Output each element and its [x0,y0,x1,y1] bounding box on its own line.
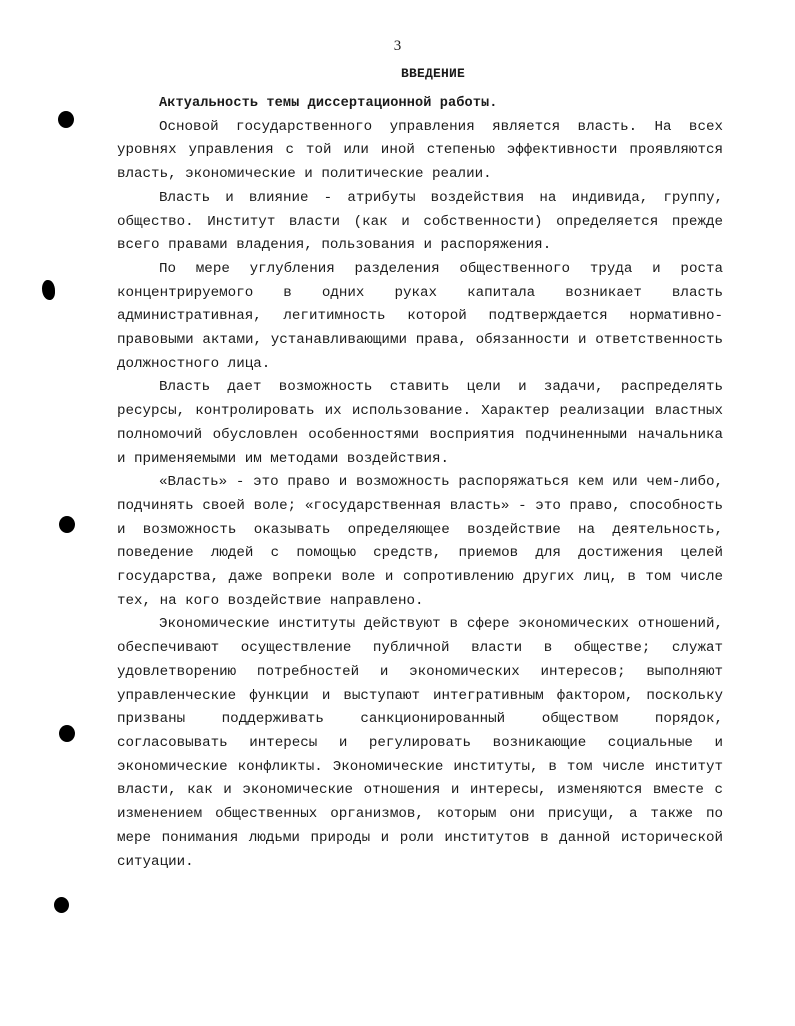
paragraph-3: По мере углубления разделения общественного труда и роста концентрируемого в одних руках капитала возникает власть административная, легитимность которой подтверждается нормативно-правовыми актами, устанавливающими права, обязанности и ответственность должностного лица. [117,260,723,372]
paragraph-1: Основой государственного управления является власть. На всех уровнях управления с той или иной степенью эффективности проявляются власть, экономические и политические реалии. [117,118,723,183]
subheading: Актуальность темы диссертационной работы. [159,96,498,111]
page-number: 3 [393,38,402,54]
paragraph-5: «Власть» - это право и возможность распоряжаться кем или чем-либо, подчинять своей воле; «государственная власть» - это право, способность и возможность оказывать определяющее воздействие на деятельность, поведение людей с помощью средств, приемов для достижения целей государства, даже вопреки воле и сопротивлению других лиц, в том числе тех, на кого воздействие направлено. [117,474,723,609]
punch-hole-mark [42,280,55,300]
punch-hole-mark [58,111,74,128]
document-body [117,92,723,874]
paragraph-4: Власть дает возможность ставить цели и задачи, распределять ресурсы, контролировать их использование. Характер реализации властных полномочий обусловлен особенностями восприятия подчиненными начальника и применяемыми им методами воздействия. [117,379,723,467]
punch-hole-mark [59,516,75,533]
punch-hole-mark [54,897,69,913]
paragraph-6: Экономические институты действуют в сфере экономических отношений, обеспечивают осуществление публичной власти в обществе; служат удовлетворению потребностей и экономических интересов; выполняют управленческие функции и выступают интегративным фактором, поскольку призваны поддерживать санкционированный обществом порядок, согласовывать интересы и регулировать возникающие социальные и экономические конфликты. Экономические институты, в том числе институт власти, как и экономические отношения и интересы, изменяются вместе с изменением общественных организмов, которым они присущи, а также по мере понимания людьми природы и роли институтов в данной исторической ситуации. [117,616,723,870]
paragraph-2: Власть и влияние - атрибуты воздействия на индивида, группу, общество. Институт власти (как и собственности) определяется прежде всего правами владения, пользования и распоряжения. [117,189,723,254]
punch-hole-mark [59,725,75,742]
section-heading: ВВЕДЕНИЕ [400,66,465,81]
